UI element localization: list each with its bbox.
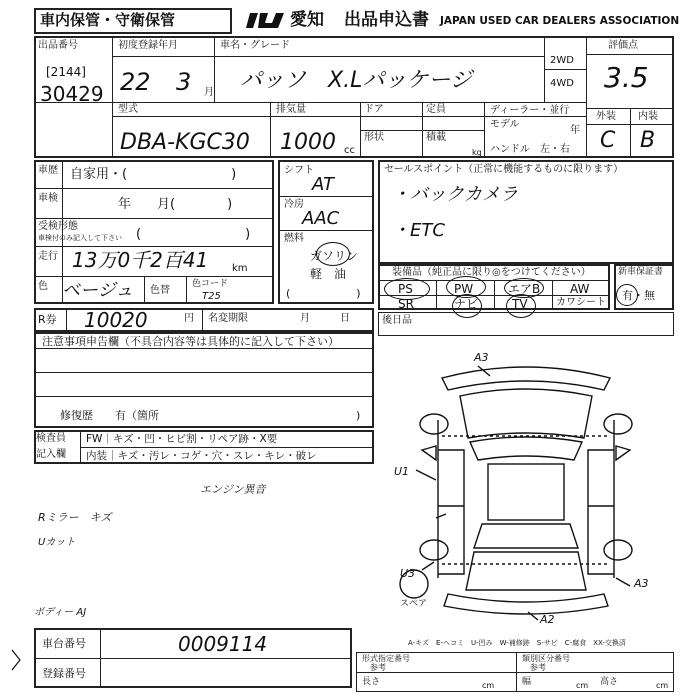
sales-points-label: セールスポイント（正常に機能するものに限ります）	[384, 164, 624, 175]
cooler-label: 冷房	[284, 199, 304, 210]
note-body: ボディー AJ	[34, 607, 87, 618]
eq-aw: AW	[570, 282, 590, 296]
displacement-label: 排気量	[276, 104, 306, 115]
length-label: 長さ	[362, 677, 381, 687]
sales-point-1: ・バックカメラ	[392, 184, 518, 205]
margin-mark	[10, 648, 22, 672]
model-designation-label: 形式指定番号	[362, 654, 410, 663]
association-name: JAPAN USED CAR DEALERS ASSOCIATION	[440, 15, 680, 27]
month-unit: 月	[204, 87, 214, 98]
reference-left: 参考	[370, 663, 386, 672]
shift-label: シフト	[284, 165, 314, 176]
spare-label: スペア	[400, 599, 428, 609]
diagram-windshield	[470, 437, 582, 460]
mileage-value: 13万0千2百41	[72, 248, 209, 272]
rating-value: 3.5	[604, 61, 649, 94]
color-label: 色	[38, 281, 48, 292]
rear-date-label: 後日品	[382, 315, 412, 326]
inspection-label: 車検	[38, 193, 58, 204]
chassis-value: 0009114	[178, 632, 268, 656]
warranty-value: 有・無	[622, 289, 655, 302]
diagram-rear-bumper	[444, 594, 608, 614]
storage-label: 車内保管・守衛保管	[40, 11, 176, 29]
sales-point-2: ・ETC	[392, 220, 445, 241]
form-title: 出品申込書	[344, 10, 429, 30]
shape-label: 形状	[364, 132, 384, 143]
km-unit: km	[232, 263, 248, 274]
height-unit: cm	[656, 681, 669, 690]
lot-bracket: [2144]	[46, 65, 86, 79]
eq-navi: ナビ	[454, 297, 479, 311]
diagram-hood	[460, 389, 592, 438]
warranty-label: 新車保証書	[618, 267, 664, 277]
received-label: 受検形態	[38, 221, 78, 232]
fuel-gas: ガソリン	[310, 249, 359, 263]
diagram-left-doors	[438, 450, 464, 574]
drive-4wd: 4WD	[550, 78, 574, 89]
diagram-front-bumper	[442, 367, 610, 390]
recycle-amount: 10020	[84, 308, 148, 332]
note-mirror: Rミラー キズ	[38, 511, 112, 524]
rear-date-box	[378, 312, 674, 336]
repair-close-paren: )	[356, 409, 361, 422]
inspector-label: 検査員	[36, 433, 66, 444]
eq-tv: TV	[512, 297, 528, 311]
diagram-wheel-rl	[420, 540, 448, 560]
car-grade-label: 車名・グレード	[220, 40, 290, 51]
diagram-rear-glass	[474, 524, 578, 548]
eq-sr: SR	[398, 297, 414, 311]
color-value: ベージュ	[62, 280, 134, 301]
color-code-value: T25	[202, 291, 221, 302]
fw-line: FW｜キズ・凹・ヒビ割・リペア跡・X要	[86, 433, 278, 445]
eq-ps: PS	[398, 282, 413, 296]
ju-logo	[244, 11, 286, 31]
sales-points-box	[378, 160, 674, 264]
name-change-label: 名変期限	[208, 313, 248, 324]
yen-unit: 円	[184, 313, 194, 324]
exterior-grade: C	[600, 128, 616, 153]
category-no-label: 類別区分番号	[522, 654, 570, 663]
model-year-label: モデル	[490, 119, 520, 130]
reg-year: 22	[120, 68, 151, 96]
name-change-date: 月 日	[300, 313, 350, 324]
eq-pw: PW	[454, 282, 474, 296]
exterior-label: 外装	[596, 111, 616, 122]
recycle-label: R券	[38, 313, 57, 326]
engine-note: エンジン異音	[200, 483, 266, 496]
fuel-diesel: 軽 油	[310, 267, 347, 281]
received-note: 車検付のみ記入して下さい	[38, 234, 122, 242]
entry-label: 記入欄	[36, 449, 66, 460]
chassis-label: 車台番号	[42, 637, 86, 650]
diagram-wheel-fr	[604, 414, 632, 434]
length-unit: cm	[482, 681, 495, 690]
mileage-label: 走行	[38, 251, 58, 262]
damage-legend: A-キズ E-ヘコミ U-凹み W-補修跡 S-サビ C-腐食 XX-交換済	[408, 639, 626, 647]
lot-no-label: 出品番号	[38, 40, 78, 51]
first-reg-label: 初度登録年月	[118, 40, 178, 51]
mark-a2: A2	[540, 613, 555, 626]
model-code: DBA-KGC30	[120, 130, 250, 155]
diagram-wheel-fl	[420, 414, 448, 434]
displacement-value: 1000	[280, 130, 336, 155]
fuel-paren: ( )	[286, 287, 361, 300]
mark-u3: U3	[400, 567, 416, 580]
diagram-right-doors	[588, 450, 614, 574]
note-ucut: Uカット	[38, 537, 76, 548]
repair-history: 修復歴 有（箇所	[60, 409, 159, 422]
mark-a3-top: A3	[474, 351, 489, 364]
org-name: 愛知	[290, 10, 324, 30]
model-label: 型式	[118, 104, 138, 115]
equipment-label: 装備品（純正品に限り◎をつけてください）	[392, 267, 591, 278]
interior-grade: B	[640, 128, 656, 153]
handle-label: ハンドル 左・右	[490, 144, 570, 155]
car-damage-diagram	[378, 338, 674, 628]
interior-label: 内装	[638, 111, 658, 122]
eq-ab: エアB	[508, 282, 541, 296]
received-value: ( )	[136, 227, 251, 242]
reg-month: 3	[176, 68, 192, 96]
year-unit: 年	[570, 125, 580, 136]
fuel-gas-circle	[316, 242, 350, 266]
diagram-roof	[488, 464, 564, 520]
load-label: 積載	[426, 132, 446, 143]
cooler-value: AAC	[302, 208, 340, 229]
eq-cloth: カワシート	[556, 297, 606, 308]
width-unit: cm	[576, 681, 589, 690]
doors-label: ドア	[364, 104, 384, 115]
car-name: パッソ X.Lパッケージ	[240, 68, 472, 93]
kg-unit: kg	[472, 148, 482, 157]
rating-label: 評価点	[608, 40, 638, 51]
color-change-label: 色替	[150, 285, 170, 296]
mark-u1: U1	[394, 465, 410, 478]
fuel-label: 燃料	[284, 233, 304, 244]
reference-right: 参考	[530, 663, 546, 672]
reg-label: 登録番号	[42, 667, 86, 680]
mark-a3-right: A3	[634, 577, 649, 590]
drive-2wd: 2WD	[550, 55, 574, 66]
diagram-rear-hatch	[466, 552, 586, 590]
color-code-label: 色コード	[192, 279, 229, 289]
width-label: 幅	[522, 677, 532, 687]
history-value: 自家用・( )	[70, 167, 237, 182]
cc-unit: cc	[344, 145, 355, 156]
inspection-value: 年 月( )	[118, 197, 233, 212]
notes-title: 注意事項申告欄（不具合内容等は具体的に記入して下さい）	[42, 335, 339, 348]
height-label: 高さ	[600, 677, 619, 687]
warranty-circle	[616, 284, 638, 306]
int-line: 内装｜キズ・汚レ・コゲ・穴・スレ・キレ・破レ	[86, 450, 317, 462]
history-label: 車歴	[38, 165, 58, 176]
eq-ps-circle	[384, 278, 430, 300]
lot-number: 30429	[40, 82, 104, 106]
diagram-wheel-rr	[604, 540, 632, 560]
dealer-parallel: ディーラー・並行	[490, 105, 570, 116]
shift-value: AT	[312, 174, 334, 195]
capacity-label: 定員	[426, 104, 446, 115]
